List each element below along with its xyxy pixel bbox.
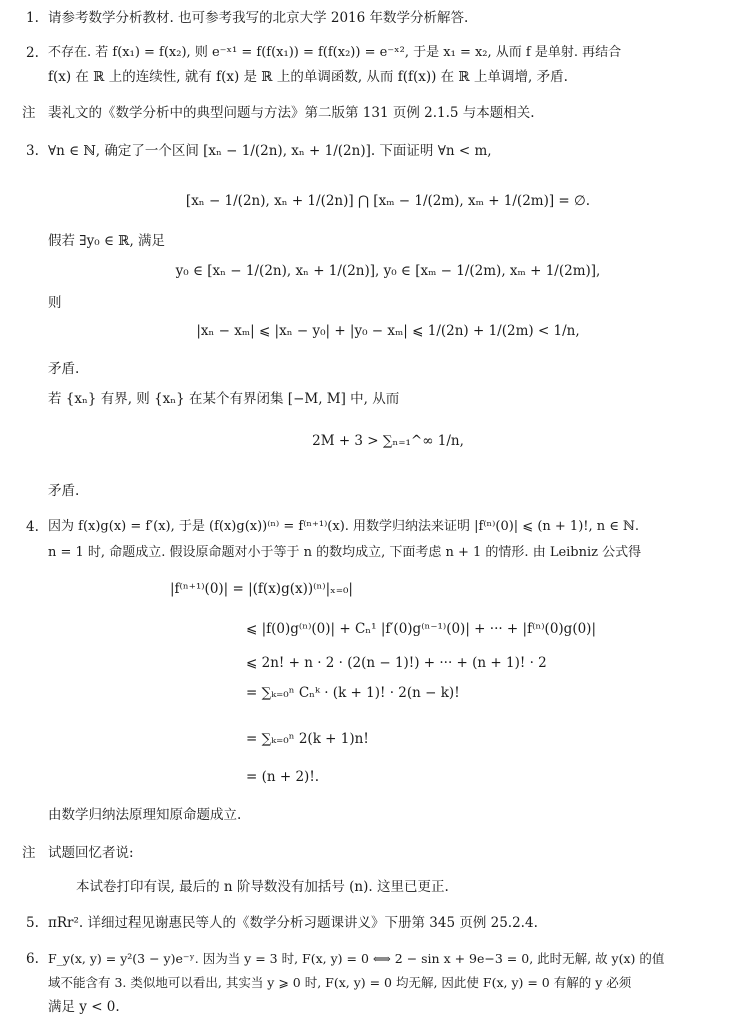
item-3-number: 3. xyxy=(26,143,39,159)
note-2-label: 注 xyxy=(22,845,36,861)
item-4-equation-line: = ∑ₖ₌₀ⁿ 2(k + 1)n! xyxy=(246,731,369,747)
note-1-label: 注 xyxy=(22,105,36,121)
item-4-equation-line: ⩽ 2n! + n · 2 · (2(n − 1)!) + ··· + (n + 1)! · 2 xyxy=(246,655,547,671)
item-4-equation-line: = ∑ₖ₌₀ⁿ Cₙᵏ · (k + 1)! · 2(n − k)! xyxy=(246,685,460,701)
item-3-equation-2: y₀ ∈ [xₙ − 1/(2n), xₙ + 1/(2n)], y₀ ∈ [xₘ − 1/(2m), xₘ + 1/(2m)], xyxy=(175,263,601,279)
item-6-line-1: F_y(x, y) = y²(3 − y)e⁻ʸ. 因为当 y = 3 时, F(x, y) = 0 ⟺ 2 − sin x + 9e−3 = 0, 此时无解, 故 y(x) 的值 xyxy=(48,951,665,966)
item-4-equation-line: |f⁽ⁿ⁺¹⁾(0)| = |(f(x)g(x))⁽ⁿ⁾|ₓ₌₀| xyxy=(170,581,353,597)
item-2-number: 2. xyxy=(26,45,39,61)
item-3-then: 则 xyxy=(48,295,62,311)
item-4-equation-line: ⩽ |f(0)g⁽ⁿ⁾(0)| + Cₙ¹ |f′(0)g⁽ⁿ⁻¹⁾(0)| + ··· + |f⁽ⁿ⁾(0)g(0)| xyxy=(246,621,596,637)
item-5-number: 5. xyxy=(26,915,39,931)
item-2-line-2: f(x) 在 ℝ 上的连续性, 就有 f(x) 是 ℝ 上的单调函数, 从而 f(f(x)) 在 ℝ 上单调增, 矛盾. xyxy=(48,69,568,85)
item-1-text: 请参考数学分析教材. 也可参考我写的北京大学 2016 年数学分析解答. xyxy=(48,10,469,26)
item-2-line-1: 不存在. 若 f(x₁) = f(x₂), 则 e⁻ˣ¹ = f(f(x₁)) = f(f(x₂)) = e⁻ˣ², 于是 x₁ = x₂, 从而 f 是单射. 再结合 xyxy=(48,45,622,60)
item-3-equation-3: |xₙ − xₘ| ⩽ |xₙ − y₀| + |y₀ − xₘ| ⩽ 1/(2n) + 1/(2m) < 1/n, xyxy=(196,323,580,339)
item-3-line-1: ∀n ∈ ℕ, 确定了一个区间 [xₙ − 1/(2n), xₙ + 1/(2n)]. 下面证明 ∀n < m, xyxy=(48,143,492,159)
item-4-conclusion: 由数学归纳法原理知原命题成立. xyxy=(48,807,242,823)
item-4-line-2: n = 1 时, 命题成立. 假设原命题对小于等于 n 的数均成立, 下面考虑 n + 1 的情形. 由 Leibniz 公式得 xyxy=(48,545,642,560)
item-5-text: πRr². 详细过程见谢惠民等人的《数学分析习题课讲义》下册第 345 页例 25.2.4. xyxy=(48,915,538,931)
item-1-number: 1. xyxy=(26,10,39,26)
item-3-equation-1: [xₙ − 1/(2n), xₙ + 1/(2n)] ⋂ [xₘ − 1/(2m), xₘ + 1/(2m)] = ∅. xyxy=(185,193,591,209)
item-6-line-3: 满足 y < 0. xyxy=(48,999,120,1015)
item-3-contradiction-2: 矛盾. xyxy=(48,483,80,499)
item-3-suppose: 假若 ∃y₀ ∈ ℝ, 满足 xyxy=(48,233,166,249)
item-3-contradiction-1: 矛盾. xyxy=(48,361,80,377)
item-4-equation-line: = (n + 2)!. xyxy=(246,769,320,785)
item-3-equation-4: 2M + 3 > ∑ₙ₌₁^∞ 1/n, xyxy=(312,433,464,449)
item-6-line-2: 域不能含有 3. 类似地可以看出, 其实当 y ⩾ 0 时, F(x, y) = 0 均无解, 因此使 F(x, y) = 0 有解的 y 必须 xyxy=(48,975,632,990)
item-6-number: 6. xyxy=(26,951,39,967)
item-4-number: 4. xyxy=(26,519,39,535)
note-2-quote: 本试卷打印有误, 最后的 n 阶导数没有加括号 (n). 这里已更正. xyxy=(76,879,449,895)
note-2-text: 试题回忆者说: xyxy=(48,845,134,861)
item-3-bounded: 若 {xₙ} 有界, 则 {xₙ} 在某个有界闭集 [−M, M] 中, 从而 xyxy=(48,391,400,407)
note-1-text: 裴礼文的《数学分析中的典型问题与方法》第二版第 131 页例 2.1.5 与本题相关. xyxy=(48,105,535,121)
item-4-line-1: 因为 f(x)g(x) = f′(x), 于是 (f(x)g(x))⁽ⁿ⁾ = f⁽ⁿ⁺¹⁾(x). 用数学归纳法来证明 |f⁽ⁿ⁾(0)| ⩽ (n + 1)!, n ∈ ℕ. xyxy=(48,519,640,534)
